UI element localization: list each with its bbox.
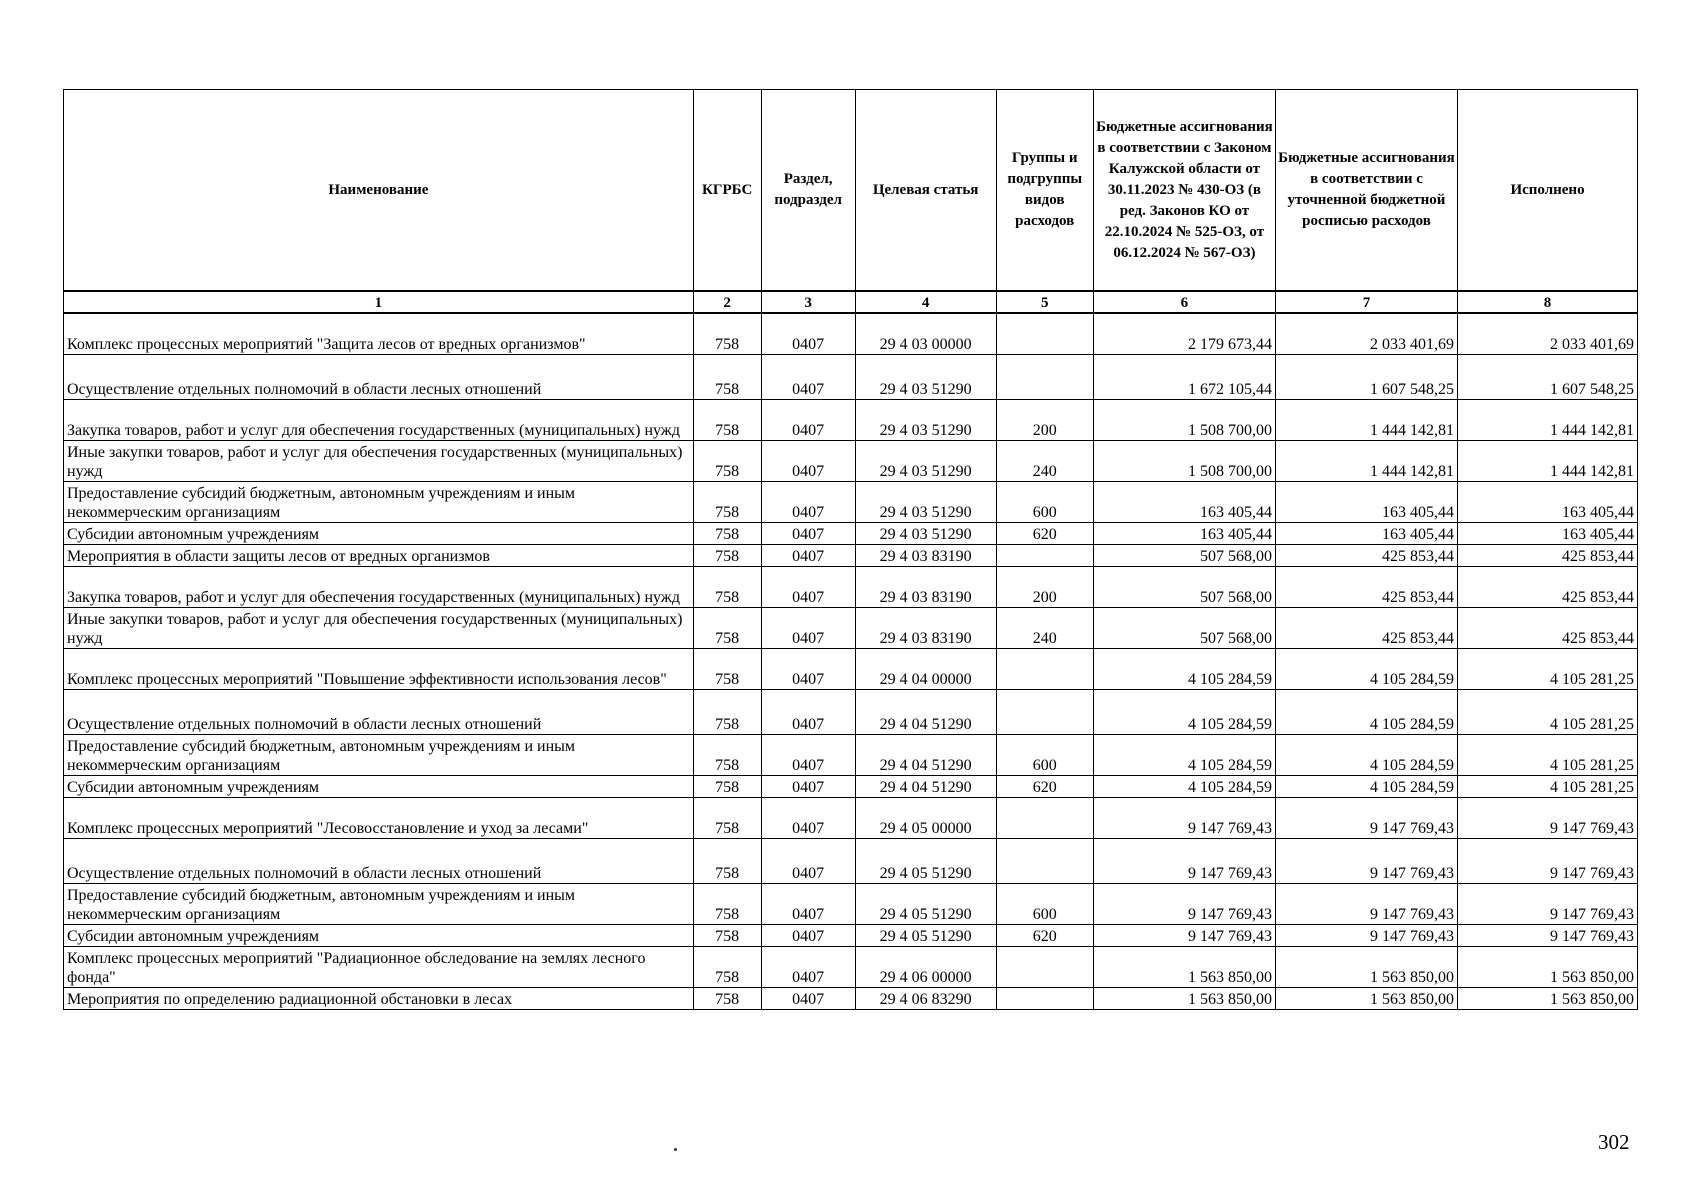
row-law-amount: 4 105 284,59 bbox=[1093, 690, 1275, 735]
row-name: Осуществление отдельных полномочий в области лесных отношений bbox=[64, 355, 694, 400]
row-kgrbs: 758 bbox=[693, 988, 761, 1010]
row-group bbox=[996, 313, 1093, 355]
row-law-amount: 1 563 850,00 bbox=[1093, 947, 1275, 988]
row-executed-amount: 1 444 142,81 bbox=[1458, 400, 1638, 441]
row-kgrbs: 758 bbox=[693, 567, 761, 608]
row-section: 0407 bbox=[761, 776, 855, 798]
table-row bbox=[64, 523, 1638, 545]
row-target: 29 4 03 51290 bbox=[855, 355, 996, 400]
row-kgrbs: 758 bbox=[693, 884, 761, 925]
row-executed-amount: 1 563 850,00 bbox=[1458, 947, 1638, 988]
row-section: 0407 bbox=[761, 839, 855, 884]
table-row bbox=[64, 608, 1638, 649]
row-section: 0407 bbox=[761, 355, 855, 400]
row-section: 0407 bbox=[761, 798, 855, 839]
table-row bbox=[64, 988, 1638, 1010]
row-refined-amount: 163 405,44 bbox=[1275, 482, 1457, 523]
column-number-row bbox=[64, 291, 1638, 313]
row-name: Предоставление субсидий бюджетным, автономным учреждениям и иным некоммерческим организациям bbox=[64, 884, 694, 925]
row-section: 0407 bbox=[761, 313, 855, 355]
row-section: 0407 bbox=[761, 690, 855, 735]
row-name: Субсидии автономным учреждениям bbox=[64, 776, 694, 798]
row-executed-amount: 1 563 850,00 bbox=[1458, 988, 1638, 1010]
row-section: 0407 bbox=[761, 988, 855, 1010]
row-law-amount: 507 568,00 bbox=[1093, 545, 1275, 567]
row-kgrbs: 758 bbox=[693, 798, 761, 839]
row-section: 0407 bbox=[761, 925, 855, 947]
row-section: 0407 bbox=[761, 400, 855, 441]
row-refined-amount: 1 563 850,00 bbox=[1275, 947, 1457, 988]
row-refined-amount: 4 105 284,59 bbox=[1275, 735, 1457, 776]
table-row bbox=[64, 925, 1638, 947]
row-law-amount: 9 147 769,43 bbox=[1093, 925, 1275, 947]
row-law-amount: 1 672 105,44 bbox=[1093, 355, 1275, 400]
row-executed-amount: 4 105 281,25 bbox=[1458, 776, 1638, 798]
table-row bbox=[64, 947, 1638, 988]
table-row bbox=[64, 567, 1638, 608]
row-kgrbs: 758 bbox=[693, 545, 761, 567]
row-name: Осуществление отдельных полномочий в области лесных отношений bbox=[64, 839, 694, 884]
row-group bbox=[996, 649, 1093, 690]
row-executed-amount: 425 853,44 bbox=[1458, 608, 1638, 649]
row-target: 29 4 04 51290 bbox=[855, 735, 996, 776]
row-kgrbs: 758 bbox=[693, 690, 761, 735]
row-group bbox=[996, 839, 1093, 884]
row-kgrbs: 758 bbox=[693, 649, 761, 690]
row-target: 29 4 03 51290 bbox=[855, 482, 996, 523]
budget-table bbox=[63, 89, 1638, 1010]
row-group: 200 bbox=[996, 567, 1093, 608]
row-section: 0407 bbox=[761, 523, 855, 545]
row-law-amount: 4 105 284,59 bbox=[1093, 735, 1275, 776]
header-section: Раздел, подраздел bbox=[761, 90, 855, 292]
row-target: 29 4 03 51290 bbox=[855, 400, 996, 441]
row-name: Предоставление субсидий бюджетным, автономным учреждениям и иным некоммерческим организациям bbox=[64, 735, 694, 776]
row-kgrbs: 758 bbox=[693, 400, 761, 441]
row-kgrbs: 758 bbox=[693, 839, 761, 884]
row-refined-amount: 1 563 850,00 bbox=[1275, 988, 1457, 1010]
column-number: 7 bbox=[1275, 291, 1457, 313]
row-refined-amount: 2 033 401,69 bbox=[1275, 313, 1457, 355]
row-kgrbs: 758 bbox=[693, 735, 761, 776]
row-group: 600 bbox=[996, 735, 1093, 776]
row-target: 29 4 03 83190 bbox=[855, 567, 996, 608]
header-name: Наименование bbox=[64, 90, 694, 292]
row-executed-amount: 9 147 769,43 bbox=[1458, 839, 1638, 884]
row-law-amount: 2 179 673,44 bbox=[1093, 313, 1275, 355]
row-section: 0407 bbox=[761, 947, 855, 988]
row-target: 29 4 03 51290 bbox=[855, 441, 996, 482]
column-number: 6 bbox=[1093, 291, 1275, 313]
row-section: 0407 bbox=[761, 482, 855, 523]
column-number: 1 bbox=[64, 291, 694, 313]
row-target: 29 4 03 83190 bbox=[855, 545, 996, 567]
row-law-amount: 163 405,44 bbox=[1093, 482, 1275, 523]
header-executed: Исполнено bbox=[1458, 90, 1638, 292]
row-target: 29 4 05 00000 bbox=[855, 798, 996, 839]
row-refined-amount: 425 853,44 bbox=[1275, 545, 1457, 567]
row-target: 29 4 05 51290 bbox=[855, 839, 996, 884]
header-row bbox=[64, 90, 1638, 292]
column-number: 2 bbox=[693, 291, 761, 313]
table-row bbox=[64, 690, 1638, 735]
row-executed-amount: 163 405,44 bbox=[1458, 523, 1638, 545]
row-group bbox=[996, 545, 1093, 567]
table-row bbox=[64, 798, 1638, 839]
row-executed-amount: 4 105 281,25 bbox=[1458, 690, 1638, 735]
row-section: 0407 bbox=[761, 735, 855, 776]
table-row bbox=[64, 355, 1638, 400]
row-law-amount: 9 147 769,43 bbox=[1093, 839, 1275, 884]
row-target: 29 4 06 00000 bbox=[855, 947, 996, 988]
row-executed-amount: 2 033 401,69 bbox=[1458, 313, 1638, 355]
row-name: Мероприятия по определению радиационной обстановки в лесах bbox=[64, 988, 694, 1010]
row-name: Мероприятия в области защиты лесов от вредных организмов bbox=[64, 545, 694, 567]
row-kgrbs: 758 bbox=[693, 925, 761, 947]
table-row bbox=[64, 545, 1638, 567]
column-number: 8 bbox=[1458, 291, 1638, 313]
row-section: 0407 bbox=[761, 441, 855, 482]
row-refined-amount: 4 105 284,59 bbox=[1275, 776, 1457, 798]
row-refined-amount: 9 147 769,43 bbox=[1275, 839, 1457, 884]
row-law-amount: 163 405,44 bbox=[1093, 523, 1275, 545]
row-section: 0407 bbox=[761, 884, 855, 925]
header-target: Целевая статья bbox=[855, 90, 996, 292]
row-group bbox=[996, 355, 1093, 400]
row-target: 29 4 03 83190 bbox=[855, 608, 996, 649]
row-group bbox=[996, 798, 1093, 839]
row-kgrbs: 758 bbox=[693, 441, 761, 482]
row-group: 240 bbox=[996, 441, 1093, 482]
row-executed-amount: 9 147 769,43 bbox=[1458, 925, 1638, 947]
row-target: 29 4 04 51290 bbox=[855, 690, 996, 735]
table-row bbox=[64, 839, 1638, 884]
column-number: 3 bbox=[761, 291, 855, 313]
table-row bbox=[64, 482, 1638, 523]
table-row bbox=[64, 776, 1638, 798]
row-executed-amount: 425 853,44 bbox=[1458, 545, 1638, 567]
header-law: Бюджетные ассигнования в соответствии с Законом Калужской области от 30.11.2023 № 430-ОЗ (в ред. Законов КО от 22.10.2024 № 525-ОЗ, от 06.12.2024 № 567-ОЗ) bbox=[1093, 90, 1275, 292]
row-executed-amount: 425 853,44 bbox=[1458, 567, 1638, 608]
table-row bbox=[64, 313, 1638, 355]
table-row bbox=[64, 884, 1638, 925]
row-kgrbs: 758 bbox=[693, 523, 761, 545]
row-target: 29 4 04 00000 bbox=[855, 649, 996, 690]
row-refined-amount: 425 853,44 bbox=[1275, 608, 1457, 649]
row-target: 29 4 03 51290 bbox=[855, 523, 996, 545]
row-kgrbs: 758 bbox=[693, 482, 761, 523]
row-name: Иные закупки товаров, работ и услуг для обеспечения государственных (муниципальных) нужд bbox=[64, 608, 694, 649]
table-row bbox=[64, 400, 1638, 441]
table-row bbox=[64, 735, 1638, 776]
row-kgrbs: 758 bbox=[693, 355, 761, 400]
row-target: 29 4 06 83290 bbox=[855, 988, 996, 1010]
row-group bbox=[996, 690, 1093, 735]
scan-dot bbox=[674, 1148, 677, 1151]
row-refined-amount: 4 105 284,59 bbox=[1275, 690, 1457, 735]
row-kgrbs: 758 bbox=[693, 947, 761, 988]
row-name: Осуществление отдельных полномочий в области лесных отношений bbox=[64, 690, 694, 735]
row-section: 0407 bbox=[761, 545, 855, 567]
header-kgrbs: КГРБС bbox=[693, 90, 761, 292]
row-refined-amount: 163 405,44 bbox=[1275, 523, 1457, 545]
row-group: 200 bbox=[996, 400, 1093, 441]
row-refined-amount: 425 853,44 bbox=[1275, 567, 1457, 608]
row-group bbox=[996, 947, 1093, 988]
row-section: 0407 bbox=[761, 567, 855, 608]
row-refined-amount: 4 105 284,59 bbox=[1275, 649, 1457, 690]
row-name: Комплекс процессных мероприятий "Защита лесов от вредных организмов" bbox=[64, 313, 694, 355]
row-target: 29 4 04 51290 bbox=[855, 776, 996, 798]
row-law-amount: 1 563 850,00 bbox=[1093, 988, 1275, 1010]
table-row bbox=[64, 649, 1638, 690]
row-executed-amount: 9 147 769,43 bbox=[1458, 884, 1638, 925]
row-target: 29 4 03 00000 bbox=[855, 313, 996, 355]
row-law-amount: 1 508 700,00 bbox=[1093, 441, 1275, 482]
row-name: Субсидии автономным учреждениям bbox=[64, 523, 694, 545]
row-name: Субсидии автономным учреждениям bbox=[64, 925, 694, 947]
header-groups: Группы и подгруппы видов расходов bbox=[996, 90, 1093, 292]
row-target: 29 4 05 51290 bbox=[855, 925, 996, 947]
row-refined-amount: 9 147 769,43 bbox=[1275, 925, 1457, 947]
row-kgrbs: 758 bbox=[693, 776, 761, 798]
row-group: 600 bbox=[996, 884, 1093, 925]
row-law-amount: 4 105 284,59 bbox=[1093, 776, 1275, 798]
row-executed-amount: 4 105 281,25 bbox=[1458, 649, 1638, 690]
row-law-amount: 9 147 769,43 bbox=[1093, 798, 1275, 839]
row-name: Комплекс процессных мероприятий "Радиационное обследование на землях лесного фонда" bbox=[64, 947, 694, 988]
row-group bbox=[996, 988, 1093, 1010]
page-number: 302 bbox=[1598, 1130, 1630, 1154]
row-law-amount: 507 568,00 bbox=[1093, 567, 1275, 608]
row-section: 0407 bbox=[761, 608, 855, 649]
column-number: 5 bbox=[996, 291, 1093, 313]
row-kgrbs: 758 bbox=[693, 313, 761, 355]
row-executed-amount: 4 105 281,25 bbox=[1458, 735, 1638, 776]
row-refined-amount: 1 444 142,81 bbox=[1275, 441, 1457, 482]
row-name: Закупка товаров, работ и услуг для обеспечения государственных (муниципальных) нужд bbox=[64, 400, 694, 441]
row-executed-amount: 1 444 142,81 bbox=[1458, 441, 1638, 482]
row-law-amount: 4 105 284,59 bbox=[1093, 649, 1275, 690]
row-refined-amount: 9 147 769,43 bbox=[1275, 884, 1457, 925]
row-name: Иные закупки товаров, работ и услуг для обеспечения государственных (муниципальных) нужд bbox=[64, 441, 694, 482]
row-refined-amount: 1 607 548,25 bbox=[1275, 355, 1457, 400]
row-group: 240 bbox=[996, 608, 1093, 649]
row-law-amount: 1 508 700,00 bbox=[1093, 400, 1275, 441]
row-name: Комплекс процессных мероприятий "Лесовосстановление и уход за лесами" bbox=[64, 798, 694, 839]
row-group: 620 bbox=[996, 925, 1093, 947]
row-group: 620 bbox=[996, 523, 1093, 545]
row-target: 29 4 05 51290 bbox=[855, 884, 996, 925]
row-kgrbs: 758 bbox=[693, 608, 761, 649]
row-law-amount: 507 568,00 bbox=[1093, 608, 1275, 649]
row-refined-amount: 1 444 142,81 bbox=[1275, 400, 1457, 441]
row-law-amount: 9 147 769,43 bbox=[1093, 884, 1275, 925]
table-row bbox=[64, 441, 1638, 482]
column-number: 4 bbox=[855, 291, 996, 313]
row-executed-amount: 9 147 769,43 bbox=[1458, 798, 1638, 839]
row-refined-amount: 9 147 769,43 bbox=[1275, 798, 1457, 839]
row-name: Закупка товаров, работ и услуг для обеспечения государственных (муниципальных) нужд bbox=[64, 567, 694, 608]
row-executed-amount: 1 607 548,25 bbox=[1458, 355, 1638, 400]
row-section: 0407 bbox=[761, 649, 855, 690]
row-group: 600 bbox=[996, 482, 1093, 523]
row-executed-amount: 163 405,44 bbox=[1458, 482, 1638, 523]
row-name: Комплекс процессных мероприятий "Повышение эффективности использования лесов" bbox=[64, 649, 694, 690]
row-group: 620 bbox=[996, 776, 1093, 798]
header-refined: Бюджетные ассигнования в соответствии с уточненной бюджетной росписью расходов bbox=[1275, 90, 1457, 292]
row-name: Предоставление субсидий бюджетным, автономным учреждениям и иным некоммерческим организациям bbox=[64, 482, 694, 523]
